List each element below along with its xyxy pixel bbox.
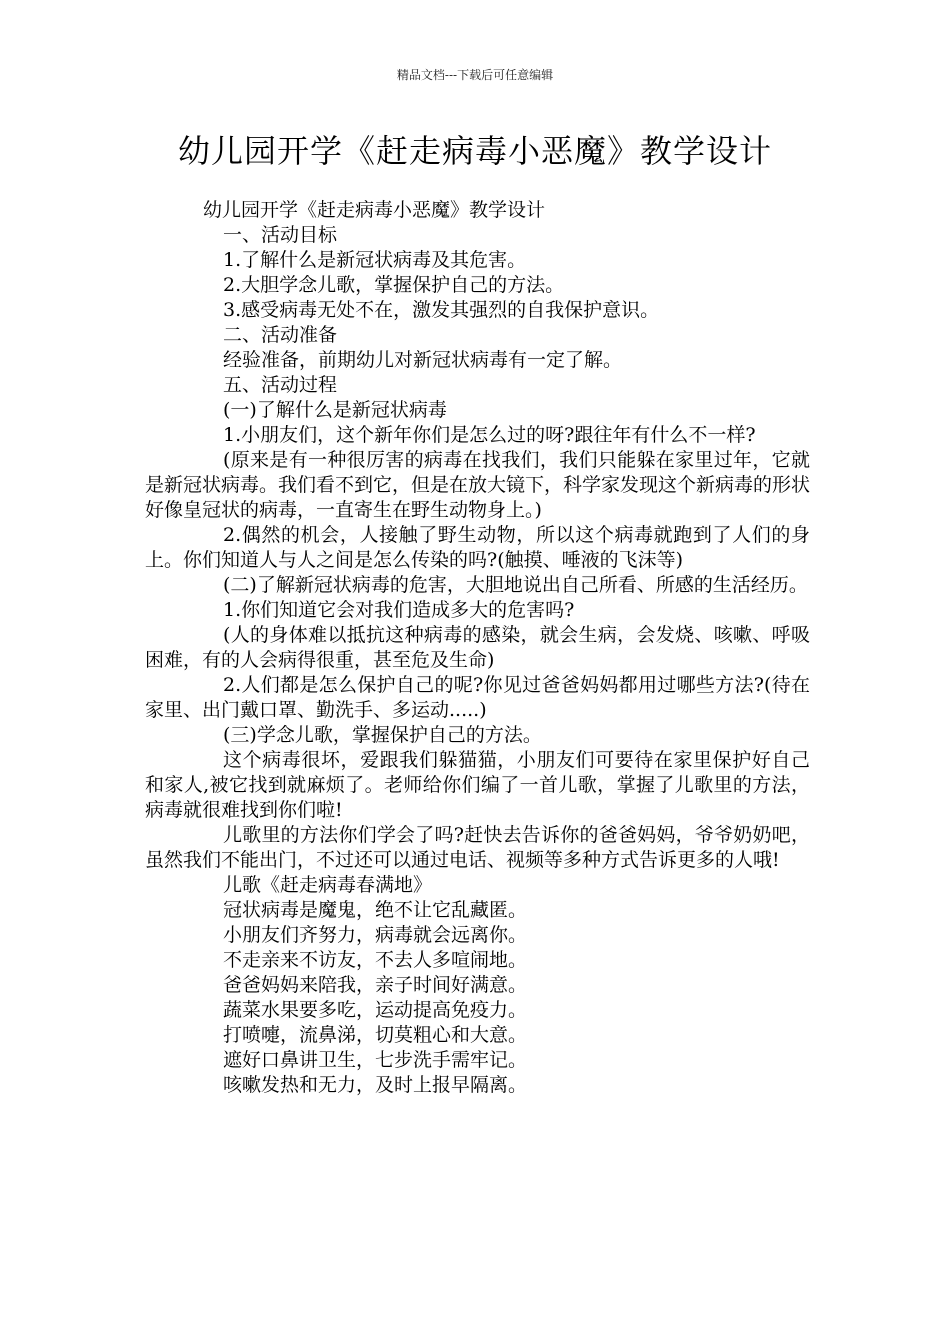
paragraph: 2.偶然的机会，人接触了野生动物，所以这个病毒就跑到了人们的身上。你们知道人与人之间是怎么传染的吗?(触摸、唾液的飞沫等) [145, 524, 810, 571]
goal-item: 1.了解什么是新冠状病毒及其危害。 [223, 249, 527, 271]
song-line: 遮好口鼻讲卫生，七步洗手需牢记。 [223, 1049, 528, 1071]
song-line: 冠状病毒是魔鬼，绝不让它乱藏匿。 [223, 899, 528, 921]
section-heading: 五、活动过程 [223, 374, 338, 396]
subsection-heading: (三)学念儿歌，掌握保护自己的方法。 [223, 724, 542, 746]
song-line: 不走亲来不访友，不去人多喧闹地。 [223, 949, 528, 971]
song-line: 爸爸妈妈来陪我，亲子时间好满意。 [223, 974, 528, 996]
document-body [145, 198, 810, 1098]
paragraph: (原来是有一种很厉害的病毒在找我们，我们只能躲在家里过年，它就是新冠状病毒。我们看不到它，但是在放大镜下，科学家发现这个新病毒的形状好像皇冠状的病毒，一直寄生在野生动物身上。) [145, 449, 811, 521]
subtitle: 幼儿园开学《赶走病毒小恶魔》教学设计 [203, 199, 546, 221]
paragraph: 2.人们都是怎么保护自己的呢?你见过爸爸妈妈都用过哪些方法?(待在家里、出门戴口罩、勤洗手、多运动.....) [145, 674, 810, 721]
song-line: 蔬菜水果要多吃，运动提高免疫力。 [223, 999, 528, 1021]
goal-item: 3.感受病毒无处不在，激发其强烈的自我保护意识。 [223, 299, 660, 321]
song-line: 小朋友们齐努力，病毒就会远离你。 [223, 924, 528, 946]
paragraph: (人的身体难以抵抗这种病毒的感染，就会生病，会发烧、咳嗽、呼吸困难，有的人会病得很重，甚至危及生命) [145, 624, 810, 671]
song-line: 打喷嚏，流鼻涕，切莫粗心和大意。 [223, 1024, 528, 1046]
subsection-heading: (一)了解什么是新冠状病毒 [223, 399, 447, 421]
paragraph: 1.小朋友们，这个新年你们是怎么过的呀?跟往年有什么不一样? [223, 424, 756, 446]
song-title: 儿歌《赶走病毒春满地》 [223, 874, 433, 896]
preparation-text: 经验准备，前期幼儿对新冠状病毒有一定了解。 [223, 349, 623, 371]
goal-item: 2.大胆学念儿歌，掌握保护自己的方法。 [223, 274, 565, 296]
question: 1.你们知道它会对我们造成多大的危害吗? [223, 599, 575, 621]
page-header: 精品文档---下载后可任意编辑 [396, 68, 554, 82]
section-heading: 二、活动准备 [223, 324, 338, 346]
section-heading: 一、活动目标 [223, 224, 338, 246]
paragraph: (二)了解新冠状病毒的危害，大胆地说出自己所看、所感的生活经历。 [223, 574, 808, 596]
paragraph: 这个病毒很坏，爱跟我们躲猫猫，小朋友们可要待在家里保护好自己和家人,被它找到就麻烦了。老师给你们编了一首儿歌，掌握了儿歌里的方法，病毒就很难找到你们啦! [145, 749, 810, 821]
document-title: 幼儿园开学《赶走病毒小恶魔》教学设计 [177, 132, 772, 170]
song-line: 咳嗽发热和无力，及时上报早隔离。 [223, 1074, 528, 1096]
paragraph: 儿歌里的方法你们学会了吗?赶快去告诉你的爸爸妈妈，爷爷奶奶吧，虽然我们不能出门，不过还可以通过电话、视频等多种方式告诉更多的人哦! [145, 824, 810, 871]
